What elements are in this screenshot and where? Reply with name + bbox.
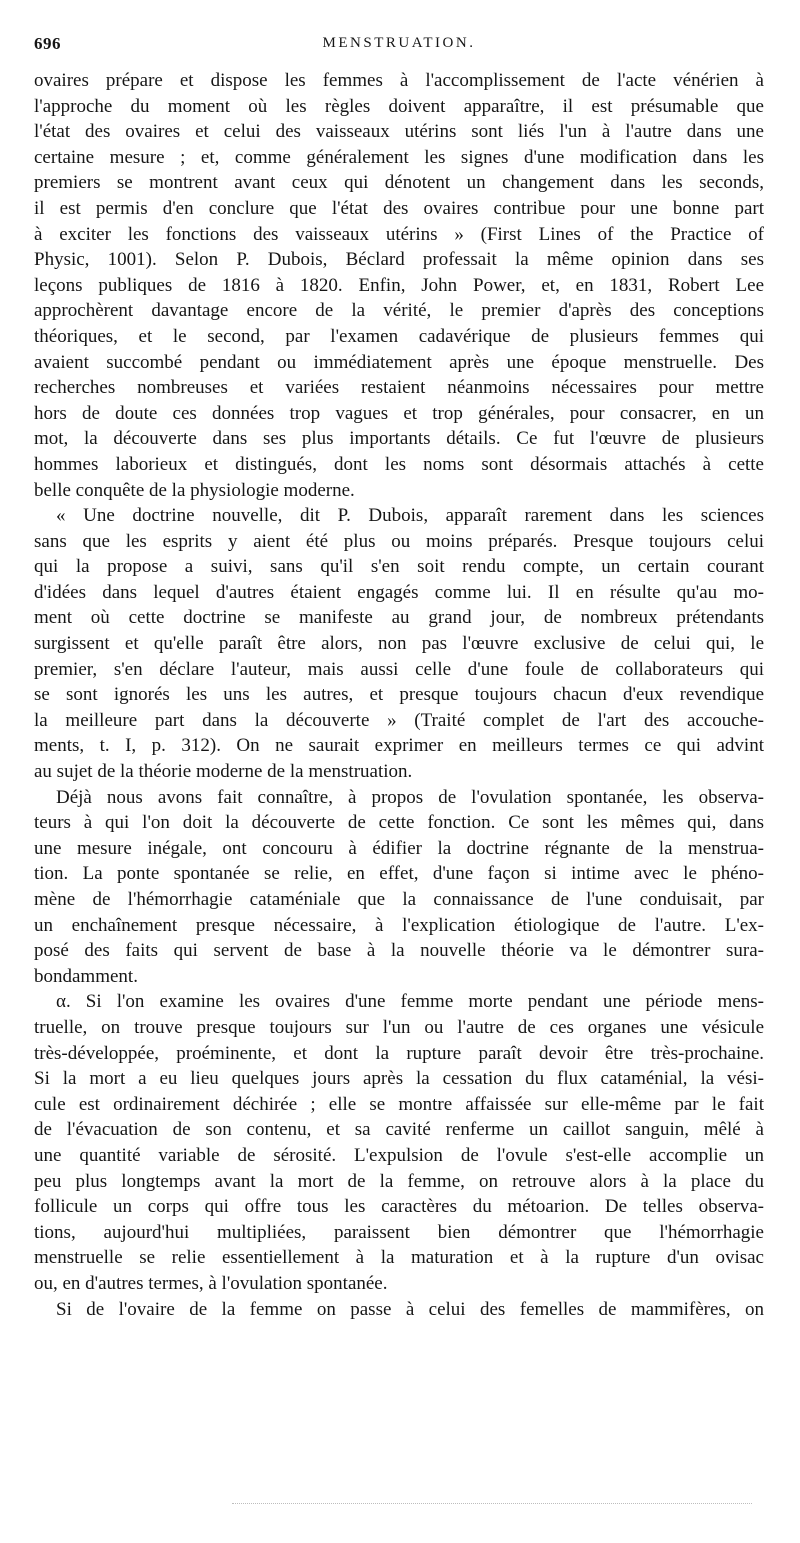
text-line: il est permis d'en conclure que l'état des ovaires contribue pour une bonne part — [34, 197, 764, 219]
text-line: très-développée, proéminente, et dont la rupture paraît devoir être très-prochaine. — [34, 1042, 764, 1064]
text-line: « Une doctrine nouvelle, dit P. Dubois, apparaît rarement dans les sciences — [56, 505, 764, 527]
page-number: 696 — [34, 34, 61, 53]
text-line: teurs à qui l'on doit la découverte de cette fonction. Ce sont les mêmes qui, dans — [34, 812, 764, 834]
text-line: ment où cette doctrine se manifeste au grand jour, de nombreux prétendants — [34, 607, 764, 629]
text-line: Physic, 1001). Selon P. Dubois, Béclard professait la même opinion dans ses — [34, 249, 764, 271]
text-line: l'état des ovaires et celui des vaisseaux utérins sont liés l'un à l'autre dans une — [34, 121, 764, 143]
text-line: leçons publiques de 1816 à 1820. Enfin, John Power, et, en 1831, Robert Lee — [34, 274, 764, 296]
text-line: mène de l'hémorrhagie cataméniale que la connaissance de l'une conduisait, par — [34, 889, 764, 910]
page-header — [34, 34, 764, 58]
running-title: MENSTRUATION. — [322, 35, 476, 51]
text-line: menstruelle se relie essentiellement à la maturation et à la rupture d'un ovisac — [34, 1247, 764, 1269]
text-line: premiers se montrent avant ceux qui dénotent un changement dans les seconds, — [34, 172, 764, 194]
text-line: posé des faits qui servent de base à la nouvelle théorie va le démontrer sura- — [34, 940, 764, 962]
text-line: bondamment. — [34, 965, 138, 987]
text-line: hommes laborieux et distingués, dont les noms sont désormais attachés à cette — [34, 453, 764, 475]
text-line: de l'évacuation de son contenu, et sa cavité renferme un caillot sanguin, mêlé à — [34, 1119, 764, 1141]
text-line: l'approche du moment où les règles doivent apparaître, il est présumable que — [34, 95, 764, 117]
text-line: avaient succombé pendant ou immédiatement après une époque menstruelle. Des — [34, 351, 764, 373]
text-line: Si de l'ovaire de la femme on passe à celui des femelles de mammifères, on — [56, 1298, 764, 1320]
text-line: d'idées dans lequel d'autres étaient engagés comme lui. Il en résulte qu'au mo- — [34, 581, 764, 603]
text-line: ments, t. I, p. 312). On ne saurait exprimer en meilleurs termes ce qui advint — [34, 735, 764, 757]
text-line: mot, la découverte dans ses plus importants détails. Ce fut l'œuvre de plusieurs — [34, 428, 764, 450]
text-line: tions, aujourd'hui multipliées, paraissent bien démontrer que l'hémorrhagie — [34, 1221, 764, 1243]
text-line: certaine mesure ; et, comme généralement les signes d'une modification dans les — [34, 146, 764, 168]
text-line: une quantité variable de sérosité. L'expulsion de l'ovule s'est-elle accomplie un — [34, 1144, 764, 1166]
text-line: une mesure inégale, ont concouru à édifier la doctrine régnante de la menstrua- — [34, 837, 764, 859]
text-line: se sont ignorés les uns les autres, et presque toujours chacun d'eux revendique — [34, 684, 764, 706]
text-line: belle conquête de la physiologie moderne. — [34, 479, 355, 501]
text-line: α. Si l'on examine les ovaires d'une femme morte pendant une période mens- — [56, 991, 764, 1013]
text-line: tion. La ponte spontanée se relie, en effet, d'une façon si intime avec le phéno- — [34, 863, 764, 885]
text-line: Déjà nous avons fait connaître, à propos de l'ovulation spontanée, les observa- — [56, 786, 764, 808]
footer-dotted-rule — [232, 1503, 752, 1504]
text-line: cule est ordinairement déchirée ; elle se montre affaissée sur elle-même par le fait — [34, 1093, 764, 1115]
text-line: théoriques, et le second, par l'examen cadavérique de plusieurs femmes qui — [34, 325, 764, 347]
text-line: Si la mort a eu lieu quelques jours après la cessation du flux cataménial, la vési- — [34, 1068, 764, 1090]
body-text — [34, 68, 764, 1322]
text-line: peu plus longtemps avant la mort de la femme, on retrouve alors à la place du — [34, 1170, 764, 1192]
text-line: la meilleure part dans la découverte » (Traité complet de l'art des accouche- — [34, 709, 764, 731]
text-line: au sujet de la théorie moderne de la menstruation. — [34, 761, 413, 783]
text-line: follicule un corps qui offre tous les caractères du métoarion. De telles observa- — [34, 1196, 764, 1218]
text-line: à exciter les fonctions des vaisseaux utérins » (First Lines of the Practice of — [34, 223, 764, 245]
text-line: hors de doute ces données trop vagues et trop générales, pour consacrer, en un — [34, 402, 764, 424]
text-line: ovaires prépare et dispose les femmes à l'accomplissement de l'acte vénérien à — [34, 70, 764, 91]
text-line: un enchaînement presque nécessaire, à l'explication étiologique de l'autre. L'ex- — [34, 914, 764, 936]
text-line: premier, s'en déclare l'auteur, mais aussi celle d'une foule de collaborateurs qui — [34, 658, 764, 680]
text-line: surgissent et qu'elle paraît être alors, non pas l'œuvre exclusive de celui qui, le — [34, 633, 764, 655]
text-line: truelle, on trouve presque toujours sur l'un ou l'autre de ces organes une vésicule — [34, 1016, 764, 1038]
text-line: sans que les esprits y aient été plus ou moins préparés. Presque toujours celui — [34, 530, 764, 552]
text-line: qui la propose a suivi, sans qu'il s'en soit rendu compte, un certain courant — [34, 556, 764, 578]
text-line: recherches nombreuses et variées restaient néanmoins nécessaires pour mettre — [34, 377, 764, 399]
text-line: ou, en d'autres termes, à l'ovulation spontanée. — [34, 1272, 388, 1294]
text-line: approchèrent davantage encore de la vérité, le premier d'après des conceptions — [34, 300, 764, 322]
